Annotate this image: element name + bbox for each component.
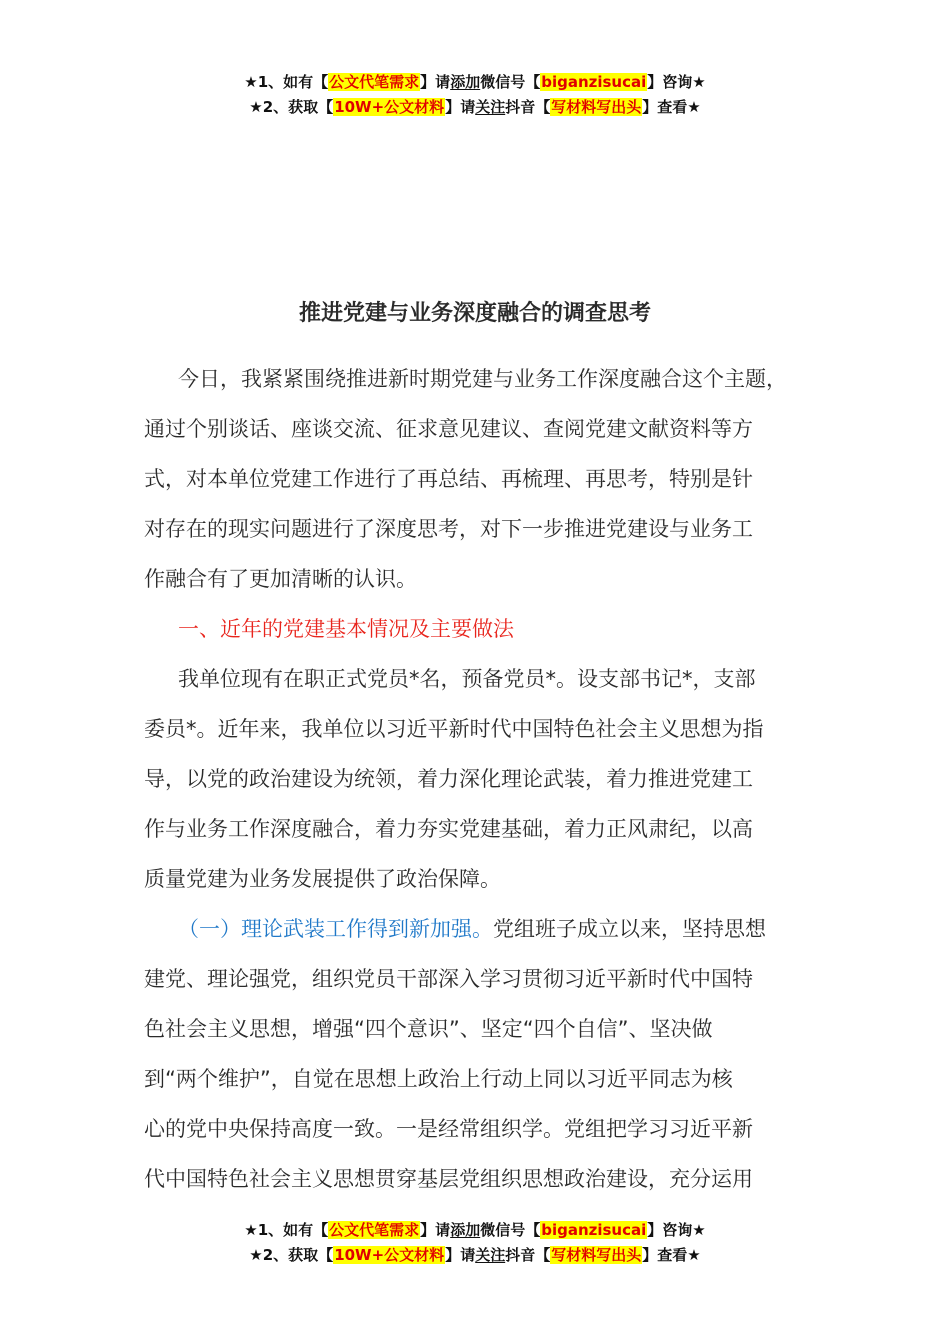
text-line: 代中国特色社会主义思想贯穿基层党组织思想政治建设，充分运用 xyxy=(144,1167,753,1191)
highlight-service: 公文代笔需求 xyxy=(329,1221,420,1239)
highlight-douyin: 写材料写出头 xyxy=(551,1246,642,1264)
text-line: 对存在的现实问题进行了深度思考，对下一步推进党建设与业务工 xyxy=(144,517,753,541)
highlight-service: 公文代笔需求 xyxy=(329,73,420,91)
text-line: 今日，我紧紧围绕推进新时期党建与业务工作深度融合这个主题， xyxy=(178,367,787,391)
highlight-materials: 10W+公文材料 xyxy=(334,98,445,116)
text-line: 作融合有了更加清晰的认识。 xyxy=(144,567,417,591)
highlight-materials: 10W+公文材料 xyxy=(334,1246,445,1264)
text-line: 质量党建为业务发展提供了政治保障。 xyxy=(144,867,501,891)
banner-line-1: ★1、如有【公文代笔需求】请添加微信号【biganzisucai】咨询★ xyxy=(244,1221,706,1239)
document-title: 推进党建与业务深度融合的调查思考 xyxy=(298,301,651,326)
footer-banner xyxy=(0,1218,950,1268)
text-line: 通过个别谈话、座谈交流、征求意见建议、查阅党建文献资料等方 xyxy=(144,417,753,441)
header-banner xyxy=(0,70,950,120)
highlight-wechat-id: biganzisucai xyxy=(541,1221,647,1239)
text-line: （一）理论武装工作得到新加强。党组班子成立以来，坚持思想 xyxy=(178,917,766,941)
highlight-douyin: 写材料写出头 xyxy=(551,98,642,116)
highlight-wechat-id: biganzisucai xyxy=(541,73,647,91)
banner-line-2: ★2、获取【10W+公文材料】请关注抖音【写材料写出头】查看★ xyxy=(249,1246,701,1264)
banner-line-2: ★2、获取【10W+公文材料】请关注抖音【写材料写出头】查看★ xyxy=(249,98,701,116)
text-line: 到“两个维护”，自觉在思想上政治上行动上同以习近平同志为核 xyxy=(144,1067,733,1091)
text-line: 我单位现有在职正式党员*名，预备党员*。设支部书记*，支部 xyxy=(178,667,756,691)
text-line: 心的党中央保持高度一致。一是经常组织学。党组把学习习近平新 xyxy=(144,1117,753,1141)
text-line: 建党、理论强党，组织党员干部深入学习贯彻习近平新时代中国特 xyxy=(144,967,753,991)
text-line: 导，以党的政治建设为统领，着力深化理论武装，着力推进党建工 xyxy=(144,767,753,791)
banner-line-1: ★1、如有【公文代笔需求】请添加微信号【biganzisucai】咨询★ xyxy=(244,73,706,91)
subsection-heading: （一）理论武装工作得到新加强。 xyxy=(178,917,493,941)
section-heading: 一、近年的党建基本情况及主要做法 xyxy=(178,617,514,641)
text-line: 委员*。近年来，我单位以习近平新时代中国特色社会主义思想为指 xyxy=(144,717,764,741)
document-body xyxy=(144,354,824,1204)
text-line: 作与业务工作深度融合，着力夯实党建基础，着力正风肃纪，以高 xyxy=(144,817,753,841)
text-line: 色社会主义思想，增强“四个意识”、坚定“四个自信”、坚决做 xyxy=(144,1017,713,1041)
text-line: 式，对本单位党建工作进行了再总结、再梳理、再思考，特别是针 xyxy=(144,467,753,491)
